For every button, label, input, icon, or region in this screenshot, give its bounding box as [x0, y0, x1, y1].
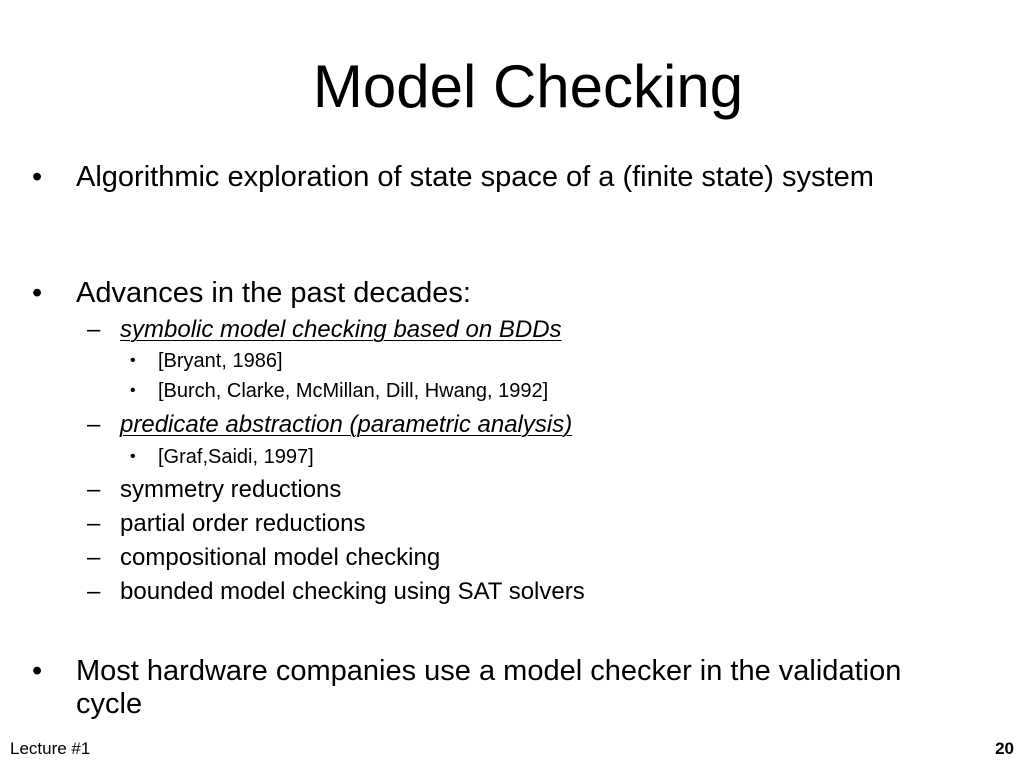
- reference-text: [Bryant, 1986]: [158, 350, 283, 372]
- bullet-text: Advances in the past decades:: [76, 277, 471, 309]
- dash-marker: –: [87, 578, 101, 605]
- small-bullet-marker: •: [130, 352, 136, 369]
- sub-bullet-text: symmetry reductions: [120, 476, 342, 503]
- small-bullet-marker: •: [130, 382, 136, 399]
- sub-bullet-text: compositional model checking: [120, 544, 441, 571]
- bullet-text: Algorithmic exploration of state space of a (finite state) system: [76, 161, 874, 193]
- bullet-text: Most hardware companies use a model checker in the validation cycle: [76, 655, 902, 720]
- sub-bullet-item: [87, 544, 920, 572]
- sub-bullet-text: bounded model checking using SAT solvers: [120, 578, 585, 605]
- dash-marker: –: [87, 544, 101, 571]
- slide-title: Model Checking: [312, 53, 744, 120]
- sub-bullet-item: [87, 476, 920, 504]
- sub-bullet-text: partial order reductions: [120, 510, 366, 537]
- sub-bullet-text: symbolic model checking based on BDDs: [120, 316, 562, 343]
- dash-marker: –: [87, 476, 101, 503]
- reference-text: [Graf,Saidi, 1997]: [158, 446, 314, 468]
- dash-marker: –: [87, 316, 101, 343]
- small-bullet-marker: •: [130, 448, 136, 465]
- footer-lecture-label: Lecture #1: [10, 739, 91, 758]
- page-number: 20: [995, 739, 1014, 758]
- reference-item: [130, 445, 918, 469]
- bullet-item: [32, 277, 936, 310]
- reference-item: [130, 349, 918, 373]
- dash-marker: –: [87, 510, 101, 537]
- bullet-item: [32, 161, 936, 194]
- sub-bullet-item: [87, 411, 920, 439]
- sub-bullet-item: [87, 510, 920, 538]
- bullet-item: [32, 655, 936, 721]
- sub-bullet-item: [87, 316, 920, 344]
- sub-bullet-item: [87, 578, 920, 606]
- sub-bullet-text: predicate abstraction (parametric analysis): [120, 411, 573, 438]
- bullet-marker: •: [32, 655, 43, 687]
- reference-text: [Burch, Clarke, McMillan, Dill, Hwang, 1992]: [158, 380, 549, 402]
- dash-marker: –: [87, 411, 101, 438]
- bullet-marker: •: [32, 161, 43, 193]
- bullet-marker: •: [32, 277, 43, 309]
- reference-item: [130, 379, 918, 403]
